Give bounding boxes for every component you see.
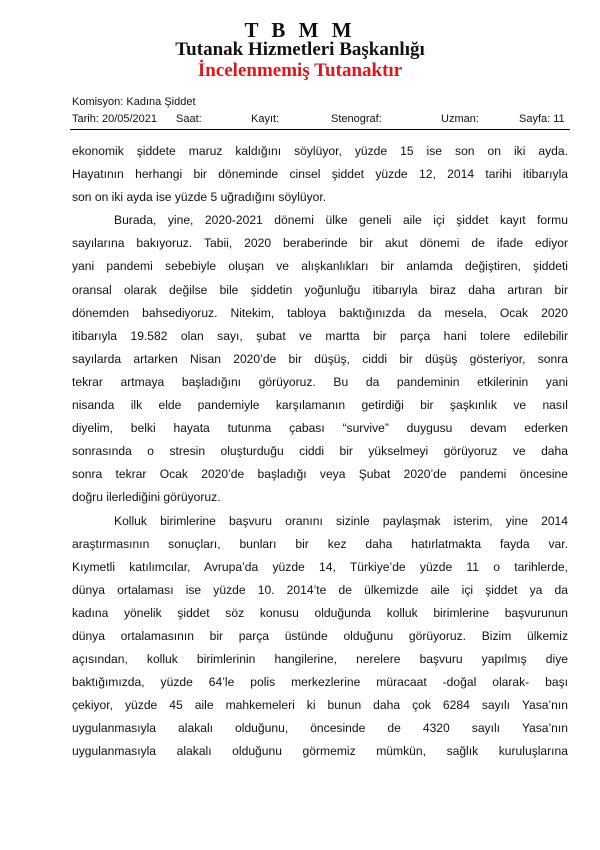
text-line: dünya ortalaması ise yüzde 10. 2014’te de ülkemizde aile içi şiddet ya da (72, 582, 568, 597)
text-line: uygulanmasıyla alakalı olduğunu görmemiz mümkün, sağlık kuruluşlarına (72, 744, 568, 759)
sayfa-label: Sayfa: 11 (519, 113, 565, 125)
text-line: yani pandemi sebebiyle oluşan ve alışkanlıkları bir anlamda değiştiren, şiddeti (72, 259, 568, 274)
text-line: doğru ilerlediğini görüyoruz. (72, 490, 221, 505)
text-line: Kolluk birimlerine başvuru oranını sizinle paylaşmak isterim, yine 2014 (114, 513, 568, 528)
uzman-label: Uzman: (441, 113, 479, 125)
stenograf-label: Stenograf: (331, 113, 382, 125)
text-line: dünya ortalamasının bir parça üstünde olduğunu görüyoruz. Bizim ülkemiz (72, 628, 568, 643)
text-line: oransal olarak değilse bile şiddetin yoğunluğu itibarıyla biraz daha artıran bir (72, 282, 568, 297)
text-line: çekiyor, yüzde 45 aile mahkemeleri ki bunun daha çok 6284 sayılı Yasa’nın (72, 698, 568, 713)
dept-title: Tutanak Hizmetleri Başkanlığı (175, 39, 425, 60)
text-line: Hayatının herhangi bir döneminde cinsel şiddet yüzde 12, 2014 tarihi itibarıyla (72, 167, 568, 182)
text-line: sayılarda artarken Nisan 2020’de bir düşüş, ciddi bir düşüş gösteriyor, sonra (72, 351, 568, 366)
status-title: İncelenmemiş Tutanaktır (197, 60, 403, 81)
text-line: itibarıyla 19.582 olan sayı, şubat ve martta bir parça hani tolere edilebilir (72, 328, 568, 343)
text-line: sonrasında o stresin oluşturduğu ciddi bir yükselmeyi görüyoruz ve daha (72, 444, 568, 459)
text-line: araştırmasının sonuçları, bunları bir kez daha hatırlatmakta fayda var. (72, 536, 568, 551)
text-line: ekonomik şiddete maruz kaldığını söylüyor, yüzde 15 ise son on iki ayda. (72, 144, 568, 158)
kayit-label: Kayıt: (251, 113, 280, 125)
text-line: diyelim, belki hayata tutunma çabası “survive” duygusu devam ederken (72, 421, 568, 436)
text-line: açısından, kolluk birimlerinin hangilerine, nerelere başvuru yapılmış diye (72, 652, 568, 667)
transcript-body (72, 140, 568, 764)
text-line: dönemden bahsediyoruz. Nitekim, tabloya baktığınızda da mesela, Ocak 2020 (72, 305, 568, 320)
text-line: Kıymetli katılımcılar, Avrupa’da yüzde 14, Türkiye’de yüzde 11 o tarihlerde, (72, 559, 568, 574)
text-line: baktığımızda, yüzde 64’le polis merkezlerine müracaat -doğal olarak- başı (72, 675, 568, 690)
text-line: nisanda ilk elde pandemiyle karşılamanın getirdiği bir şaşkınlık ve nasıl (72, 398, 568, 413)
text-line: son on iki ayda ise yüzde 5 uğradığını söylüyor. (72, 190, 327, 205)
komisyon-label: Komisyon: Kadına Şiddet (72, 96, 196, 108)
org-title: T B M M (244, 18, 356, 42)
tarih-label: Tarih: 20/05/2021 (72, 113, 158, 125)
header-divider (70, 129, 570, 130)
saat-label: Saat: (176, 113, 202, 125)
text-line: Burada, yine, 2020-2021 dönemi ülke geneli aile içi şiddet kayıt formu (114, 213, 568, 228)
text-line: kadına yönelik şiddet söz konusu olduğunda kolluk birimlerine başvurunun (72, 605, 568, 620)
text-line: uygulanmasıyla alakalı olduğunu, öncesinde de 4320 sayılı Yasa’nın (72, 721, 568, 736)
text-line: tekrar artmaya başladığını görüyoruz. Bu da pandeminin etkilerinin yani (72, 374, 568, 389)
text-line: sayılarına bakıyoruz. Tabii, 2020 beraberinde bir akut dönemi de ifade ediyor (72, 236, 568, 251)
text-line: sonra tekrar Ocak 2020’de başladığı veya Şubat 2020’de pandemi öncesine (72, 467, 568, 482)
